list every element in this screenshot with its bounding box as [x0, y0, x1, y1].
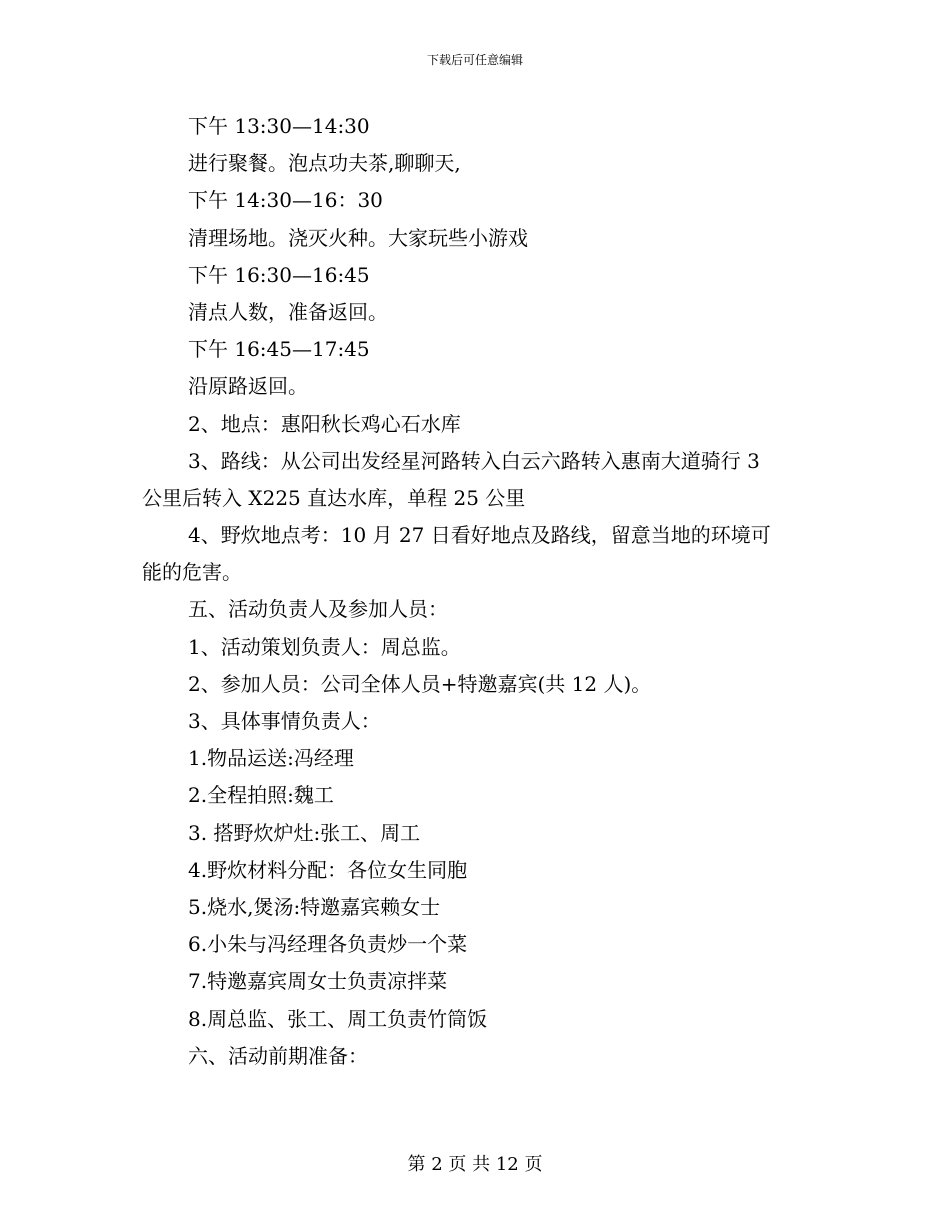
list-item: 1.物品运送:冯经理	[188, 746, 354, 771]
page-footer: 第 2 页 共 12 页	[407, 1154, 543, 1175]
text-line: 1、活动策划负责人：周总监。	[188, 634, 461, 659]
list-item: 8.周总监、张工、周工负责竹筒饭	[188, 1006, 488, 1031]
page-header: 下载后可任意编辑	[426, 53, 523, 67]
text-line: 3、路线：从公司出发经星河路转入白云六路转入惠南大道骑行 3	[188, 448, 760, 473]
section-heading: 六、活动前期准备：	[188, 1043, 368, 1068]
section-heading: 五、活动负责人及参加人员：	[188, 597, 448, 622]
text-line: 能的危害。	[142, 560, 242, 585]
text-line: 2、地点：惠阳秋长鸡心石水库	[188, 411, 461, 436]
list-item: 5.烧水,煲汤:特邀嘉宾赖女士	[188, 894, 441, 919]
text-line: 进行聚餐。泡点功夫茶,聊聊天,	[188, 151, 461, 176]
text-line: 清点人数，准备返回。	[188, 299, 388, 324]
text-line: 清理场地。浇灭火种。大家玩些小游戏	[188, 225, 528, 250]
text-line: 3、具体事情负责人：	[188, 709, 381, 733]
text-line: 4、野炊地点考：10 月 27 日看好地点及路线，留意当地的环境可	[188, 523, 771, 548]
document-body	[142, 108, 810, 1075]
list-item: 4.野炊材料分配：各位女生同胞	[188, 857, 468, 882]
text-line: 沿原路返回。	[188, 374, 308, 399]
text-line: 下午 13:30—14:30	[188, 114, 370, 138]
list-item: 2.全程拍照:魏工	[188, 783, 334, 808]
text-line: 下午 14:30—16：30	[188, 188, 383, 213]
text-line: 下午 16:30—16:45	[188, 262, 370, 287]
list-item: 7.特邀嘉宾周女士负责凉拌菜	[188, 969, 448, 994]
text-line: 公里后转入 X225 直达水库，单程 25 公里	[142, 485, 526, 510]
list-item: 3. 搭野炊炉灶:张工、周工	[188, 820, 421, 845]
text-line: 2、参加人员：公司全体人员+特邀嘉宾(共 12 人)。	[188, 671, 652, 696]
list-item: 6.小朱与冯经理各负责炒一个菜	[188, 932, 468, 957]
text-line: 下午 16:45—17:45	[188, 337, 370, 362]
